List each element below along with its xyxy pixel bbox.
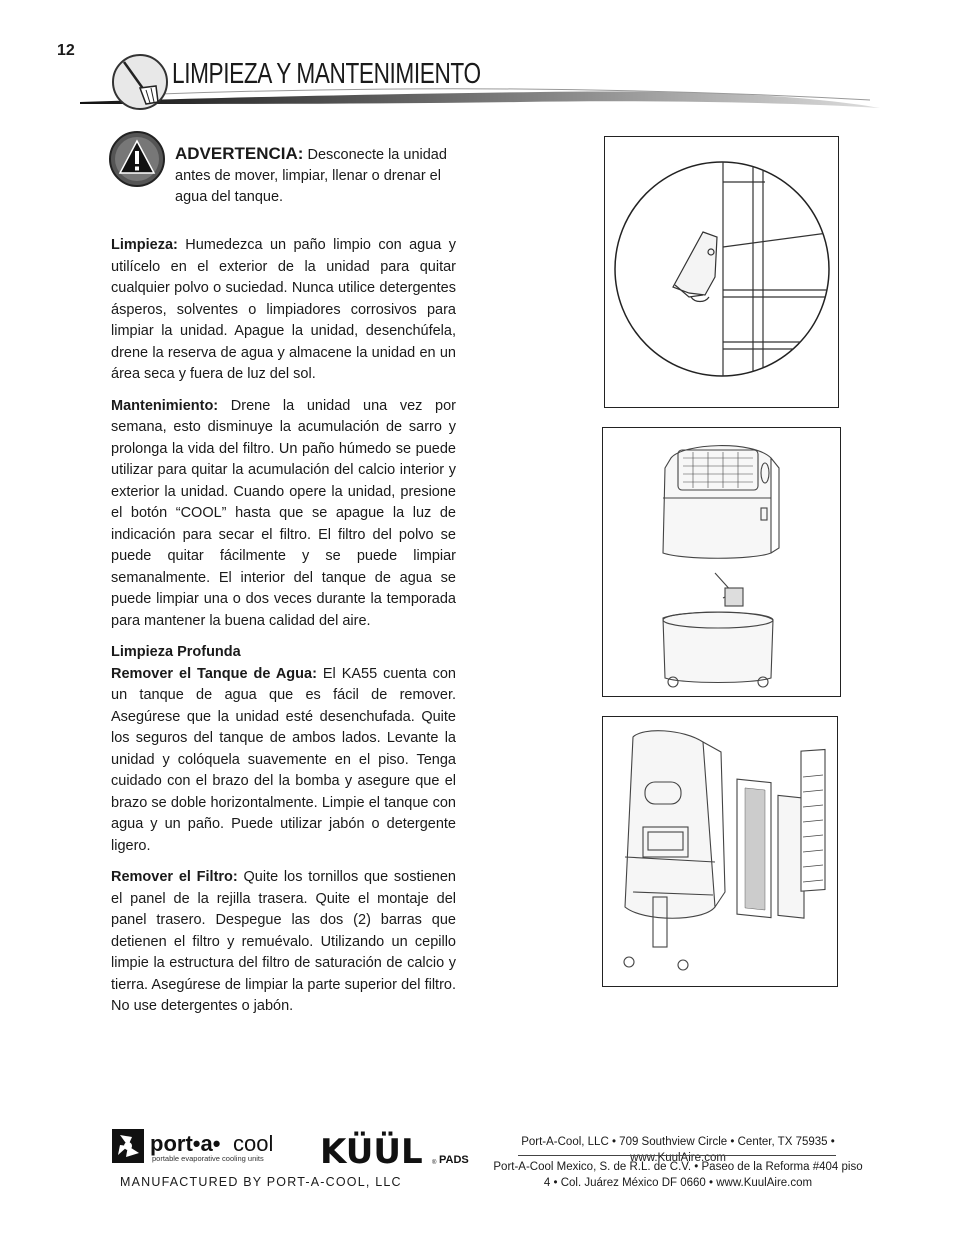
warning-text bbox=[175, 143, 475, 208]
tank-text: El KA55 cuenta con un tanque de agua que es fácil de remover. Asegúrese que la unidad esté desenchufada. Quite los seguros del tanque de ambos lados. Levante la unidad y colóquela suavemente en el piso. Tenga cuidado con el brazo del la bomba y asegure que el brazo se doble horizontalmente. Limpie el tanque con agua y un paño. Puede utilizar jabón o detergente ligero. bbox=[111, 665, 456, 854]
brand-kuul: KÜÜL bbox=[320, 1132, 423, 1170]
page-number: 12 bbox=[57, 42, 75, 59]
tank-paragraph bbox=[111, 642, 456, 857]
cleaning-paragraph bbox=[111, 235, 456, 386]
cleaning-label: Limpieza: bbox=[111, 237, 178, 253]
address-us: Port-A-Cool, LLC • 709 Southview Circle • Center, TX 75935 • www.KuulAire.com bbox=[521, 1136, 835, 1164]
brand-pads: PADS bbox=[439, 1154, 469, 1166]
maintenance-text: Drene la unidad una vez por semana, esto disminuye la acumulación de sarro y prolonga la vida del filtro. Un paño húmedo se puede utilizar para quitar la acumulación del calcio interior y exterior la unidad. Cuando opere la unidad, presione el botón “COOL” hasta que se apague la luz de indicación para secar el filtro. El filtro del polvo se puede quitar fácilmente y se puede limpiar semanalmente. El interior del tanque de agua se puede limpiar una o dos veces durante la temporada para mantener la buena calidad del aire. bbox=[111, 397, 456, 629]
tank-removal-illustration bbox=[603, 428, 840, 696]
tank-removal-figure bbox=[602, 427, 841, 697]
warning-body: Desconecte la unidad antes de mover, limpiar, llenar o drenar el agua del tanque. bbox=[175, 147, 447, 205]
footer-logos bbox=[110, 1125, 490, 1175]
maintenance-label: Mantenimiento: bbox=[111, 397, 219, 414]
brand-tagline: portable evaporative cooling units bbox=[152, 1154, 264, 1163]
filter-text: Quite los tornillos que sostienen el panel de la rejilla trasera. Quite el montaje del panel trasero. Despegue las dos (2) barras que detienen el filtro y remuévalo. Utilizando un cepillo limpie la estructura del filtro de saturación de calcio y tierra. Asegúrese de limpiar la parte superior del filtro. No use detergentes o jabón. bbox=[111, 869, 456, 1014]
warning-label: ADVERTENCIA: bbox=[175, 144, 304, 163]
latch-closeup-illustration bbox=[605, 137, 838, 407]
cleaning-text: Humedezca un paño limpio con agua y utilícelo en el exterior de la unidad para quitar cualquier polvo o suciedad. Nunca utilice detergentes ásperos, solventes o limpiadores corrosivos para limpiar la unidad. Apague la unidad, desenchúfela, drene la reserva de agua y almacene la unidad en un área seca y fuera de luz del sol. bbox=[111, 237, 456, 382]
maintenance-paragraph bbox=[111, 396, 456, 633]
tank-label: Remover el Tanque de Agua: bbox=[111, 665, 317, 682]
footer-divider bbox=[518, 1155, 836, 1156]
broom-icon bbox=[110, 52, 170, 112]
brand-port: port•a• bbox=[150, 1131, 221, 1156]
brand-cool: cool bbox=[233, 1131, 274, 1156]
address-mexico: Port-A-Cool Mexico, S. de R.L. de C.V. • Paseo de la Reforma #404 piso 4 • Col. Juárez México DF 0660 • www.KuulAire.com bbox=[493, 1161, 863, 1189]
brand-logos bbox=[110, 1125, 490, 1170]
warning-icon bbox=[108, 130, 166, 188]
filter-paragraph bbox=[111, 867, 456, 1018]
deep-cleaning-heading: Limpieza Profunda bbox=[111, 644, 241, 660]
filter-label: Remover el Filtro: bbox=[111, 869, 238, 885]
instructions bbox=[111, 235, 456, 1028]
filter-removal-figure bbox=[602, 716, 838, 987]
page-title: LIMPIEZA Y MANTENIMIENTO bbox=[172, 58, 481, 90]
latch-closeup-figure bbox=[604, 136, 839, 408]
manufactured-by: MANUFACTURED BY PORT-A-COOL, LLC bbox=[120, 1175, 402, 1189]
filter-removal-illustration bbox=[603, 717, 837, 986]
registered-mark: ® bbox=[432, 1160, 437, 1166]
